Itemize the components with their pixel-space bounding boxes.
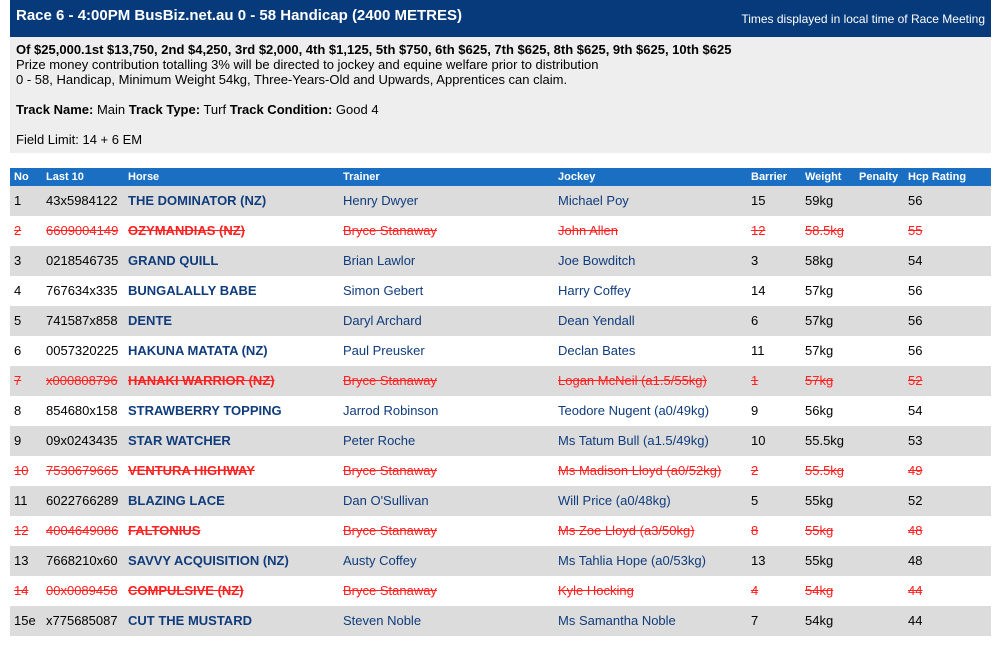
runner-jockey[interactable]: Ms Tahlia Hope (a0/53kg) xyxy=(558,553,706,568)
runner-trainer[interactable]: Austy Coffey xyxy=(343,553,417,568)
col-hcp-rating: Hcp Rating xyxy=(908,171,967,183)
runner-barrier: 1 xyxy=(751,373,759,388)
runner-no: 10 xyxy=(14,463,29,478)
runner-barrier: 12 xyxy=(751,223,766,238)
runner-trainer[interactable]: Simon Gebert xyxy=(343,283,424,298)
runners-table xyxy=(10,168,991,636)
track-details xyxy=(16,102,379,117)
runner-last10: 854680x158 xyxy=(46,403,118,418)
runner-hcp-rating: 56 xyxy=(908,283,923,298)
runner-weight: 55.5kg xyxy=(805,433,845,448)
runner-weight: 57kg xyxy=(805,373,834,388)
runner-last10: 0057320225 xyxy=(46,343,119,358)
runner-horse[interactable]: VENTURA HIGHWAY xyxy=(128,463,255,478)
col-barrier: Barrier xyxy=(751,171,788,183)
runner-barrier: 13 xyxy=(751,553,766,568)
conditions-line: 0 - 58, Handicap, Minimum Weight 54kg, Three-Years-Old and Upwards, Apprentices can claim. xyxy=(16,72,568,87)
runner-weight: 58kg xyxy=(805,253,834,268)
table-row-scratched xyxy=(10,456,991,486)
runner-hcp-rating: 48 xyxy=(908,553,923,568)
runner-trainer[interactable]: Bryce Stanaway xyxy=(343,583,437,598)
runner-last10: 09x0243435 xyxy=(46,433,118,448)
runner-horse[interactable]: DENTE xyxy=(128,313,173,328)
runner-hcp-rating: 56 xyxy=(908,343,923,358)
table-row xyxy=(10,306,991,336)
runner-jockey[interactable]: John Allen xyxy=(558,223,618,238)
table-header xyxy=(10,168,991,186)
runner-no: 8 xyxy=(14,403,22,418)
runner-hcp-rating: 52 xyxy=(908,373,923,388)
runner-jockey[interactable]: Declan Bates xyxy=(558,343,636,358)
field-limit: Field Limit: 14 + 6 EM xyxy=(16,132,143,147)
runner-barrier: 10 xyxy=(751,433,766,448)
col-trainer: Trainer xyxy=(343,171,380,183)
runner-horse[interactable]: STRAWBERRY TOPPING xyxy=(128,403,282,418)
runner-last10: 6609004149 xyxy=(46,223,119,238)
runner-hcp-rating: 44 xyxy=(908,613,923,628)
track-type-value: Turf xyxy=(203,102,227,117)
runner-jockey[interactable]: Dean Yendall xyxy=(558,313,635,328)
runner-weight: 59kg xyxy=(805,193,834,208)
track-type-label: Track Type: xyxy=(128,102,201,117)
runner-weight: 54kg xyxy=(805,583,834,598)
runner-last10: 767634x335 xyxy=(46,283,118,298)
runner-weight: 55kg xyxy=(805,553,834,568)
race-title: Race 6 - 4:00PM BusBiz.net.au 0 - 58 Handicap (2400 METRES) xyxy=(16,7,462,24)
table-row-scratched xyxy=(10,366,991,396)
runner-horse[interactable]: OZYMANDIAS (NZ) xyxy=(128,223,245,238)
table-row xyxy=(10,546,991,576)
runner-trainer[interactable]: Jarrod Robinson xyxy=(343,403,439,418)
runner-last10: 6022766289 xyxy=(46,493,119,508)
runner-weight: 56kg xyxy=(805,403,834,418)
table-row-scratched xyxy=(10,576,991,606)
runner-no: 14 xyxy=(14,583,29,598)
runner-no: 15e xyxy=(14,613,36,628)
runner-last10: 43x5984122 xyxy=(46,193,118,208)
track-name-value: Main xyxy=(96,102,126,117)
table-row xyxy=(10,186,991,216)
runner-jockey[interactable]: Teodore Nugent (a0/49kg) xyxy=(558,403,710,418)
contribution-line: Prize money contribution totalling 3% will be directed to jockey and equine welfare prior to distribution xyxy=(16,57,599,72)
runner-no: 9 xyxy=(14,433,22,448)
table-row xyxy=(10,336,991,366)
runner-barrier: 15 xyxy=(751,193,766,208)
track-condition-label: Track Condition: xyxy=(229,102,333,117)
runner-barrier: 3 xyxy=(751,253,759,268)
runner-jockey[interactable]: Harry Coffey xyxy=(558,283,631,298)
track-condition-value: Good 4 xyxy=(335,102,379,117)
runner-trainer[interactable]: Bryce Stanaway xyxy=(343,223,437,238)
runner-barrier: 8 xyxy=(751,523,759,538)
runner-no: 6 xyxy=(14,343,22,358)
runner-weight: 57kg xyxy=(805,343,834,358)
runner-weight: 58.5kg xyxy=(805,223,845,238)
runner-trainer[interactable]: Steven Noble xyxy=(343,613,422,628)
runner-horse[interactable]: GRAND QUILL xyxy=(128,253,219,268)
runner-jockey[interactable]: Will Price (a0/48kg) xyxy=(558,493,671,508)
table-row xyxy=(10,426,991,456)
table-row xyxy=(10,276,991,306)
runner-no: 3 xyxy=(14,253,22,268)
runner-trainer[interactable]: Peter Roche xyxy=(343,433,416,448)
col-last10: Last 10 xyxy=(46,171,84,183)
runner-barrier: 14 xyxy=(751,283,766,298)
table-row-scratched xyxy=(10,216,991,246)
col-penalty: Penalty xyxy=(859,171,899,183)
track-name-label: Track Name: xyxy=(16,102,94,117)
col-horse: Horse xyxy=(128,171,160,183)
runner-horse[interactable]: THE DOMINATOR (NZ) xyxy=(128,193,267,208)
runner-no: 13 xyxy=(14,553,29,568)
table-row xyxy=(10,246,991,276)
runner-hcp-rating: 52 xyxy=(908,493,923,508)
table-row xyxy=(10,396,991,426)
runner-weight: 57kg xyxy=(805,313,834,328)
runner-weight: 57kg xyxy=(805,283,834,298)
table-row-scratched xyxy=(10,516,991,546)
prize-money-line: Of $25,000.1st $13,750, 2nd $4,250, 3rd $2,000, 4th $1,125, 5th $750, 6th $625, 7th $625, 8th $625, 9th $625, 10th $625 xyxy=(16,42,732,57)
runner-jockey[interactable]: Joe Bowditch xyxy=(558,253,636,268)
runner-horse[interactable]: HANAKI WARRIOR (NZ) xyxy=(128,373,275,388)
runner-no: 1 xyxy=(14,193,22,208)
col-weight: Weight xyxy=(805,171,842,183)
runner-last10: 0218546735 xyxy=(46,253,119,268)
runner-horse[interactable]: COMPULSIVE (NZ) xyxy=(128,583,244,598)
col-no: No xyxy=(14,171,29,183)
runner-hcp-rating: 49 xyxy=(908,463,923,478)
runner-barrier: 2 xyxy=(751,463,759,478)
race-header xyxy=(10,0,991,37)
runner-hcp-rating: 53 xyxy=(908,433,923,448)
col-jockey: Jockey xyxy=(558,171,596,183)
runner-horse[interactable]: CUT THE MUSTARD xyxy=(128,613,252,628)
runner-weight: 54kg xyxy=(805,613,834,628)
runner-trainer[interactable]: Bryce Stanaway xyxy=(343,463,437,478)
runner-horse[interactable]: SAVVY ACQUISITION (NZ) xyxy=(128,553,289,568)
runner-barrier: 7 xyxy=(751,613,759,628)
runner-barrier: 9 xyxy=(751,403,759,418)
runner-barrier: 6 xyxy=(751,313,759,328)
runner-no: 7 xyxy=(14,373,22,388)
runner-trainer[interactable]: Paul Preusker xyxy=(343,343,425,358)
runner-barrier: 4 xyxy=(751,583,759,598)
runner-hcp-rating: 44 xyxy=(908,583,923,598)
runner-trainer[interactable]: Dan O'Sullivan xyxy=(343,493,429,508)
runner-horse[interactable]: BUNGALALLY BABE xyxy=(128,283,257,298)
runner-trainer[interactable]: Henry Dwyer xyxy=(343,193,419,208)
runner-no: 11 xyxy=(14,493,28,508)
runner-trainer[interactable]: Bryce Stanaway xyxy=(343,373,437,388)
runner-hcp-rating: 48 xyxy=(908,523,923,538)
runner-jockey[interactable]: Ms Samantha Noble xyxy=(558,613,676,628)
runner-weight: 55kg xyxy=(805,523,834,538)
runner-last10: 7530679665 xyxy=(46,463,119,478)
runner-jockey[interactable]: Ms Zoe Lloyd (a3/50kg) xyxy=(558,523,695,538)
runner-horse[interactable]: BLAZING LACE xyxy=(128,493,225,508)
runner-jockey[interactable]: Ms Tatum Bull (a1.5/49kg) xyxy=(558,433,709,448)
runner-weight: 55.5kg xyxy=(805,463,845,478)
table-row xyxy=(10,606,991,636)
runner-horse[interactable]: HAKUNA MATATA (NZ) xyxy=(128,343,268,358)
runner-no: 5 xyxy=(14,313,22,328)
runner-last10: 741587x858 xyxy=(46,313,118,328)
runner-no: 4 xyxy=(14,283,22,298)
table-row xyxy=(10,486,991,516)
times-note: Times displayed in local time of Race Meeting xyxy=(741,12,985,26)
runner-last10: x775685087 xyxy=(46,613,118,628)
runner-horse[interactable]: STAR WATCHER xyxy=(128,433,231,448)
runner-trainer[interactable]: Daryl Archard xyxy=(343,313,422,328)
runner-jockey[interactable]: Ms Madison Lloyd (a0/52kg) xyxy=(558,463,722,478)
runner-jockey[interactable]: Kyle Hocking xyxy=(558,583,634,598)
runner-no: 2 xyxy=(14,223,22,238)
runner-hcp-rating: 54 xyxy=(908,403,923,418)
runner-jockey[interactable]: Logan McNeil (a1.5/55kg) xyxy=(558,373,707,388)
runner-barrier: 11 xyxy=(751,343,765,358)
runner-horse[interactable]: FALTONIUS xyxy=(128,523,201,538)
runner-last10: x000808796 xyxy=(46,373,118,388)
runner-trainer[interactable]: Brian Lawlor xyxy=(343,253,416,268)
runner-jockey[interactable]: Michael Poy xyxy=(558,193,629,208)
runner-last10: 00x0089458 xyxy=(46,583,118,598)
runner-hcp-rating: 56 xyxy=(908,313,923,328)
runner-trainer[interactable]: Bryce Stanaway xyxy=(343,523,437,538)
race-info-panel xyxy=(10,37,991,153)
runner-hcp-rating: 55 xyxy=(908,223,923,238)
runner-last10: 4004649086 xyxy=(46,523,119,538)
runner-hcp-rating: 54 xyxy=(908,253,923,268)
runner-barrier: 5 xyxy=(751,493,759,508)
table-body xyxy=(10,186,991,636)
runner-last10: 7668210x60 xyxy=(46,553,118,568)
runner-no: 12 xyxy=(14,523,29,538)
runner-weight: 55kg xyxy=(805,493,834,508)
runner-hcp-rating: 56 xyxy=(908,193,923,208)
